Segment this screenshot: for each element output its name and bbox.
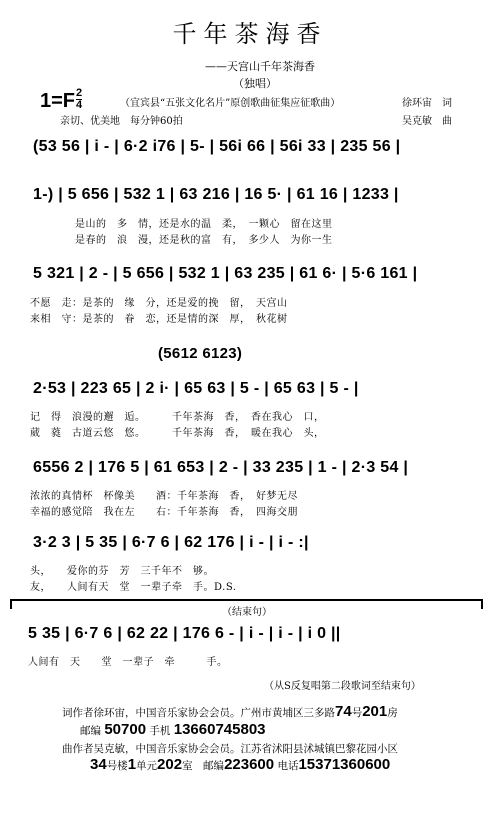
lyric-line-3-verse-1: 不愿 走：是茶的 缘 分，还是爱的挽 留， 天宫山 [30,298,288,309]
repeat-note: （从S反复唱第二段歌词至结束句） [264,681,421,692]
ending-bracket [10,599,483,601]
lyric-line-5-verse-1: 浓浓的真情杯 杯像美 酒：千年茶海 香， 好梦无尽 [30,491,298,502]
ornament-notes: (5612 6123) [158,345,243,362]
lyric-line-4-verse-1: 记 得 浪漫的邂 逅。 千年茶海 香， 香在我心 口， [30,412,325,423]
notation-line-6: 3·2 3 | 5 35 | 6·7 6 | 62 176 | i - | i - :| [33,534,309,551]
key-signature: 1=F [40,90,76,112]
ending-bracket-right [481,599,483,609]
time-signature [76,88,82,111]
lyric-line-6-verse-2: 友， 人间有天 堂 一辈子牵 手。D.S. [30,582,237,593]
performance-type: （独唱） [233,77,277,90]
lyricist: 徐环宙 词 [402,98,452,109]
time-signature-bottom: 4 [76,99,83,111]
notation-line-4: 2·53 | 223 65 | 2 i· | 65 63 | 5 - | 65 63 | 5 - | [33,380,359,397]
lyricist-contact: 邮编 50700 手机 13660745803 [80,721,266,738]
lyricist-info: 词作者徐环宙，中国音乐家协会会员。广州市黄埔区三多路74号201房 [62,703,398,720]
lyric-line-2-verse-2: 是春的 浪 漫，还是秋的富 有， 多少人 为你一生 [75,235,333,246]
lyric-line-2-verse-1: 是山的 多 情，还是水的温 柔， 一颗心 留在这里 [75,219,333,230]
ending-label: （结束句） [222,607,272,618]
contest-note: （宜宾县“五张文化名片”原创歌曲征集应征歌曲） [120,98,341,109]
ending-bracket-left [10,599,12,609]
composer: 吴克敏 曲 [402,116,452,127]
subtitle: ——天宫山千年茶海香 [205,60,315,73]
composer-contact: 34号楼1单元202室 邮编223600 电话15371360600 [90,756,391,773]
lyric-line-7: 人间有 天 堂 一辈子 牵 手。 [28,657,228,668]
song-title: 千年茶海香 [172,20,328,48]
tempo-marking: 亲切、优美地 每分钟60拍 [60,116,183,127]
lyric-line-5-verse-2: 幸福的感觉陪 我在左 右：千年茶海 香， 四海交朋 [30,507,298,518]
notation-line-3: 5 321 | 2 - | 5 656 | 532 1 | 63 235 | 61 6· | 5·6 161 | [33,265,418,282]
composer-info: 曲作者吴克敏，中国音乐家协会会员。江苏省沭阳县沭城镇巴黎花园小区 [62,743,398,755]
notation-line-7: 5 35 | 6·7 6 | 62 22 | 176 6 - | i - | i - | i 0 || [28,625,341,642]
lyric-line-6-verse-1: 头， 爱你的芬 芳 三千年不 够。 [30,566,214,577]
notation-line-1: (53 56 | i - | 6·2 i76 | 5- | 56i 66 | 56i 33 | 235 56 | [33,138,401,155]
lyric-line-3-verse-2: 来相 守：是茶的 眷 恋，还是情的深 厚， 秋花树 [30,314,288,325]
time-signature-top: 2 [76,87,83,99]
lyric-line-4-verse-2: 葳 蕤 古道云悠 悠。 千年茶海 香， 暖在我心 头， [30,428,325,439]
notation-line-2: 1-) | 5 656 | 532 1 | 63 216 | 16 5· | 61 16 | 1233 | [33,186,399,203]
notation-line-5: 6556 2 | 176 5 | 61 653 | 2 - | 33 235 | 1 - | 2·3 54 | [33,459,409,476]
